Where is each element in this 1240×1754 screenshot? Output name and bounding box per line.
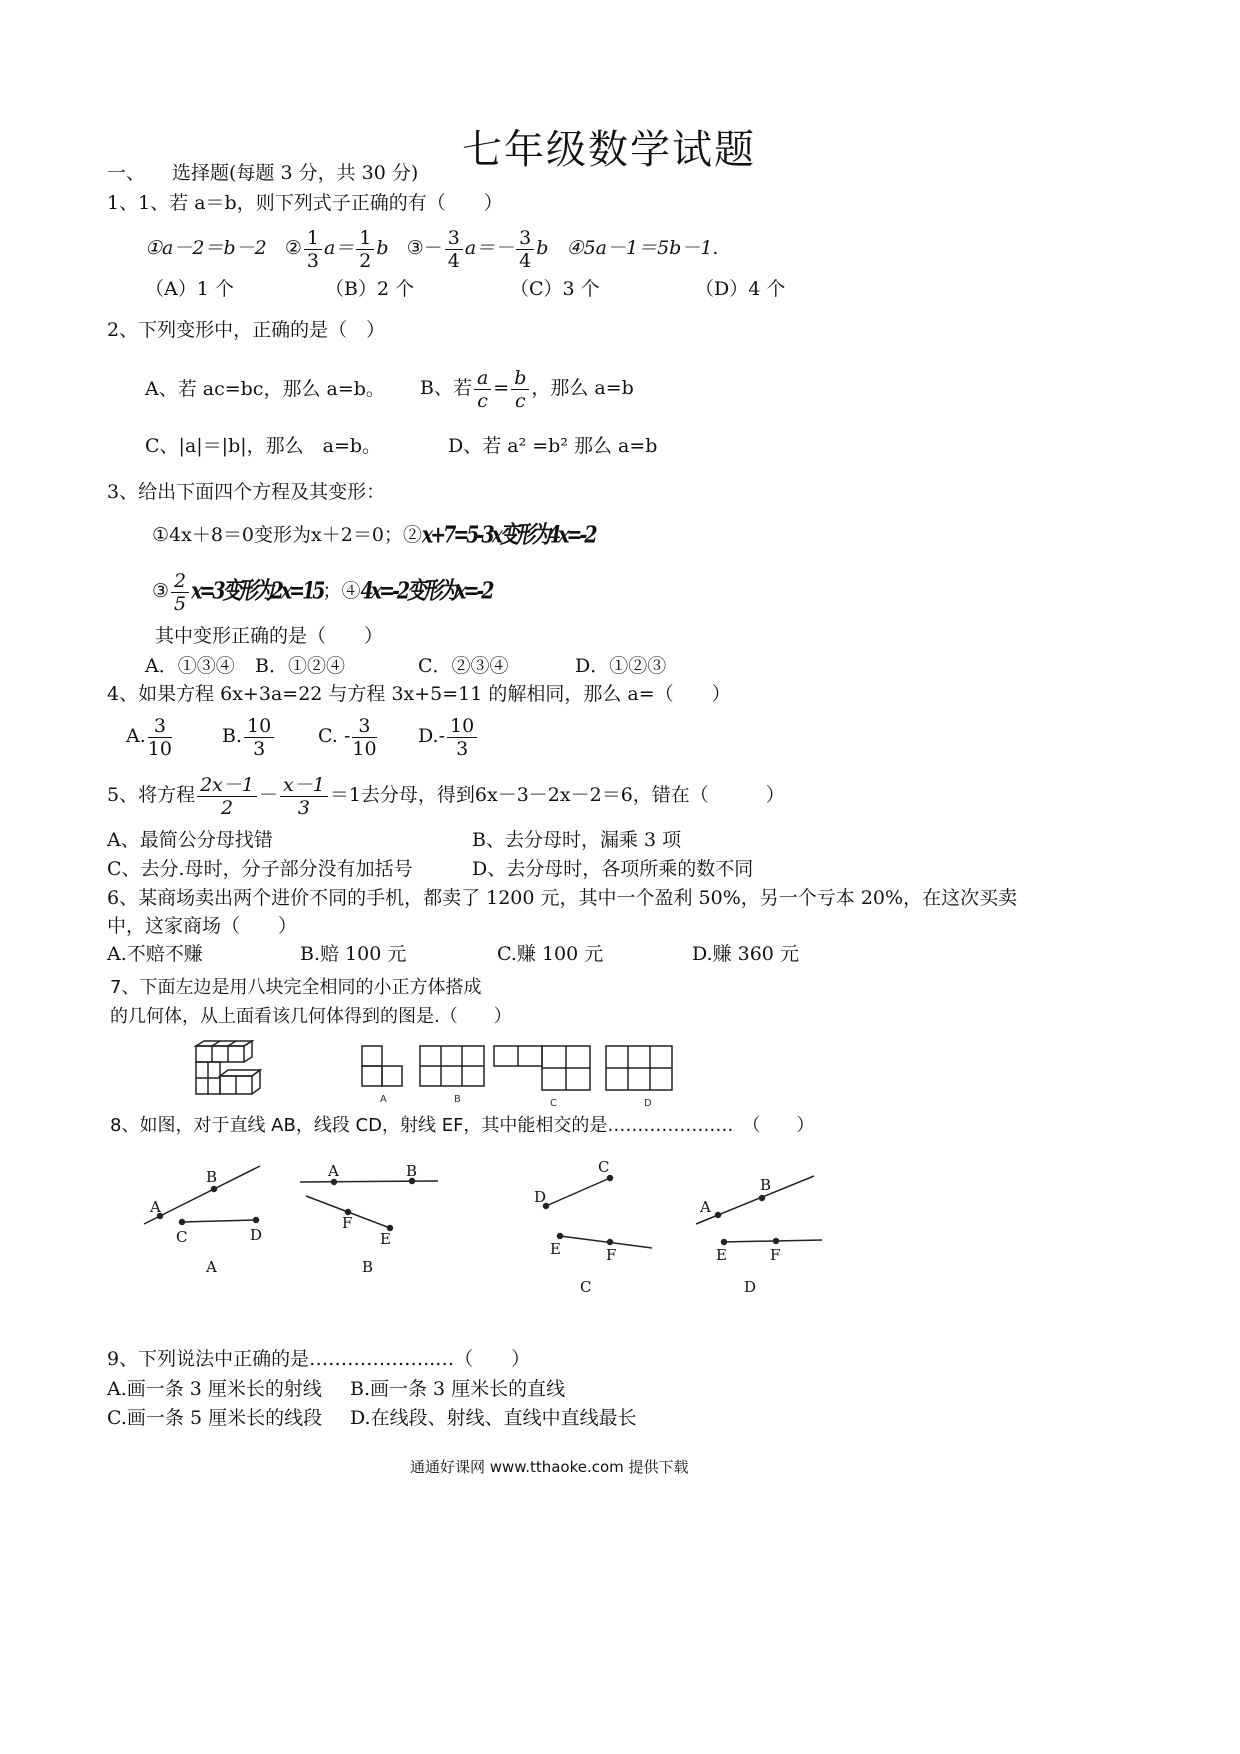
q8-fig-label-d: D [744, 1278, 757, 1296]
q8-c-point-c: C [598, 1158, 610, 1176]
q8-fig-label-a: A [206, 1258, 217, 1276]
q4-option-b: B. $\frac{10}{3}$ [222, 710, 276, 762]
q7-line2: 的几何体，从上面看该几何体得到的图是.（ ） [110, 1006, 512, 1027]
q5-option-c: C、去分.母时，分子部分没有加括号 [107, 858, 413, 880]
q2-stem: 2、下列变形中，正确的是（ ） [107, 319, 386, 341]
q1-option-a: （A）1 个 [145, 278, 234, 300]
q6-option-c: C.赚 100 元 [497, 943, 604, 965]
q8-a-point-b: B [206, 1168, 218, 1186]
q1-s4: ④5a－1＝5b－1. [566, 237, 719, 259]
q3-stem: 3、给出下面四个方程及其变形： [107, 481, 386, 503]
section-number: 一、 [107, 162, 146, 184]
q7-label-b: B [454, 1094, 461, 1104]
q8-d-point-e: E [716, 1246, 727, 1264]
q6-line2: 中，这家商场（ ） [107, 915, 298, 937]
q2-option-c: C、|a|＝|b|，那么 a=b。 [145, 435, 382, 457]
q8-a-point-a: A [150, 1198, 161, 1216]
footer-credit: 通通好课网 www.tthaoke.com 提供下载 [410, 1458, 689, 1476]
q8-b-point-b: B [406, 1162, 418, 1180]
q1-option-b: （B）2 个 [325, 278, 415, 300]
q3-line2: ③ $\frac{2}{5}$ x=3变形为2x=15；④4x=-2变形为x=-2 [152, 569, 492, 615]
q7-option-c-figure [492, 1044, 594, 1108]
q7-cube-solid-figure [188, 1040, 264, 1096]
q4-stem: 4、如果方程 6x+3a=22 与方程 3x+5=11 的解相同，那么 a=（ ） [107, 683, 731, 705]
q5-option-b: B、去分母时，漏乘 3 项 [472, 829, 682, 851]
q5-stem: 5、将方程 $\frac{2x-1}{2}$ － $\frac{x-1}{3}$ ＝1去分母，得到6x－3－2x－2＝6，错在（ ） [107, 773, 785, 819]
page-title: 七年级数学试题 [462, 127, 756, 173]
q3-option-d: D．①②③ [575, 655, 667, 677]
q3-option-c: C．②③④ [418, 655, 509, 677]
q8-b-point-f: F [342, 1214, 353, 1232]
q8-c-point-d: D [534, 1188, 547, 1206]
q6-line1: 6、某商场卖出两个进价不同的手机，都卖了 1200 元，其中一个盈利 50%，另一个亏本 20%，在这次买卖 [107, 887, 1018, 909]
q7-label-c: C [550, 1098, 557, 1108]
q8-stem: 8、如图，对于直线 AB，线段 CD，射线 EF，其中能相交的是………………… （ ） [110, 1115, 815, 1136]
q4-option-c: C. - $\frac{3}{10}$ [318, 714, 377, 760]
q9-stem: 9、下列说法中正确的是………………..…（ ） [107, 1348, 531, 1370]
q8-d-point-b: B [760, 1176, 772, 1194]
q1-option-d: （D）4 个 [695, 278, 786, 300]
q8-d-point-a: A [700, 1198, 711, 1216]
q6-option-b: B.赔 100 元 [300, 943, 407, 965]
q5-option-a: A、最简公分母找错 [107, 829, 273, 851]
q3-question: 其中变形正确的是（ ） [155, 625, 384, 647]
q8-figures [130, 1150, 850, 1310]
q1-s2: ② $\frac{1}{3}$ a＝ $\frac{1}{2}$ b [284, 226, 389, 272]
q7-option-b-figure [418, 1044, 486, 1104]
q6-option-a: A.不赔不赚 [107, 943, 203, 965]
q7-label-a: A [380, 1094, 387, 1104]
section-heading: 选择题(每题 3 分，共 30 分) [172, 162, 419, 184]
q8-b-point-e: E [380, 1230, 391, 1248]
q8-c-point-f: F [606, 1246, 617, 1264]
q6-option-d: D.赚 360 元 [692, 943, 799, 965]
q8-c-point-e: E [550, 1240, 561, 1258]
q8-d-point-f: F [770, 1246, 781, 1264]
q4-option-d: D.- $\frac{10}{3}$ [418, 710, 479, 762]
q7-line1: 7、下面左边是用八块完全相同的小正方体搭成 [110, 977, 482, 998]
q5-option-d: D、去分母时，各项所乘的数不同 [472, 858, 754, 880]
q8-b-point-a: A [328, 1162, 339, 1180]
q3-option-b: B．①②④ [255, 655, 345, 677]
q2-option-a: A、若 ac=bc，那么 a=b。 [145, 378, 385, 400]
q8-a-point-c: C [176, 1228, 188, 1246]
q9-option-a: A.画一条 3 厘米长的射线 [107, 1378, 322, 1400]
q8-fig-label-b: B [362, 1258, 374, 1276]
q3-smudged-equation-2: x+7=5-3x变形为4x=-2 [421, 521, 595, 549]
q9-option-d: D.在线段、射线、直线中直线最长 [350, 1407, 637, 1429]
q1-stem: 1、1、若 a＝b，则下列式子正确的有（ ） [107, 192, 503, 214]
q8-a-point-d: D [250, 1226, 263, 1244]
q3-line1: ①4x＋8＝0变形为x＋2＝0；②x+7=5-3x变形为4x=-2 [152, 521, 595, 549]
q4-option-a: A. $\frac{3}{10}$ [126, 714, 172, 760]
q8-fig-label-c: C [580, 1278, 592, 1296]
q7-option-a-figure [358, 1044, 404, 1104]
q2-option-d: D、若 a² =b² 那么 a=b [448, 435, 658, 457]
q3-option-a: A．①③④ [145, 655, 235, 677]
q7-label-d: D [644, 1098, 652, 1108]
q9-option-b: B.画一条 3 厘米长的直线 [350, 1378, 566, 1400]
q9-option-c: C.画一条 5 厘米长的线段 [107, 1407, 323, 1429]
q1-s3: ③－ $\frac{3}{4}$ a＝－ $\frac{3}{4}$ b [406, 226, 549, 272]
q1-option-c: （C）3 个 [510, 278, 600, 300]
q2-option-b: B、若 $\frac{a}{c}$ = $\frac{b}{c}$ ，那么 a=b [420, 366, 634, 412]
q1-statements [145, 224, 718, 272]
q1-s1: ①a－2＝b－2 [145, 237, 267, 259]
q7-option-d-figure [602, 1044, 676, 1108]
